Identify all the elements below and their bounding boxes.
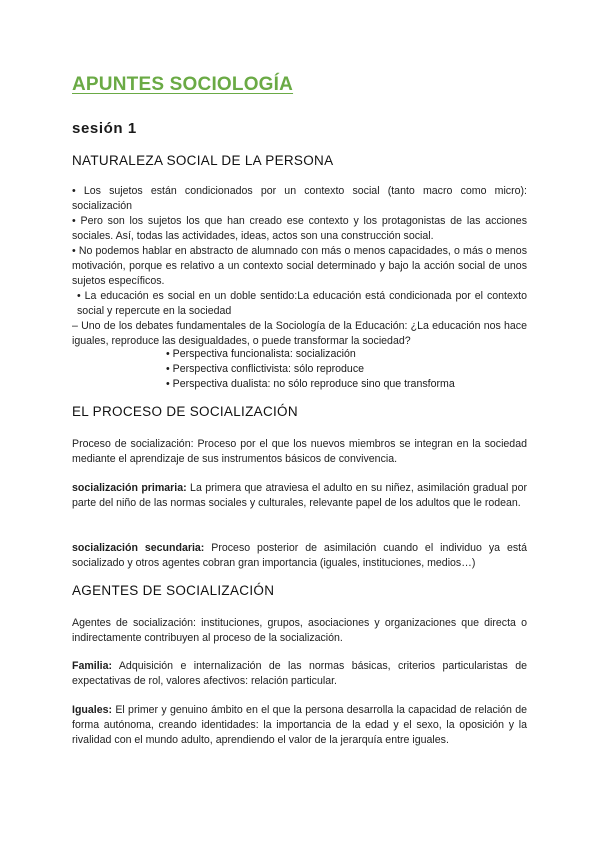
term-primaria: socialización primaria: [72,482,187,494]
session-label: sesión 1 [72,120,137,137]
heading-agentes: AGENTES DE SOCIALIZACIÓN [72,583,275,598]
perspective-item: • Perspectiva dualista: no sólo reproduce sino que transforma [166,378,455,390]
heading-proceso: EL PROCESO DE SOCIALIZACIÓN [72,404,298,419]
perspective-item: • Perspectiva funcionalista: socialización [166,348,356,360]
text-iguales: El primer y genuino ámbito en el que la persona desarrolla la capacidad de relación de forma autónoma, creando identidades: la importancia de la edad y el sexo, la oposición y la rivalidad con el mundo adulto, aprendiendo el valor de la jerarquía entre iguales. [72,704,527,747]
paragraph-agentes-intro: Agentes de socialización: instituciones, grupos, asociaciones y organizaciones que directa o indirectamente contribuyen al proceso de la socialización. [72,617,527,645]
document-title: APUNTES SOCIOLOGÍA [72,74,294,95]
text-primaria: La primera que atraviesa el adulto en su niñez, asimilación gradual por parte del niño de las normas sociales y culturales, relevante papel de los adultos que le rodean. [72,482,527,510]
term-iguales: Iguales: [72,704,113,716]
bullet-item: • Pero son los sujetos los que han creado ese contexto y los protagonistas de las acciones sociales. Así, todas las actividades, ideas, actos son una construcción social. [72,215,527,243]
paragraph-primaria [72,481,527,511]
bullet-item: – Uno de los debates fundamentales de la Sociología de la Educación: ¿La educación nos hace iguales, reproduce las desigualdades, o puede transformar la sociedad? [72,320,527,348]
text-secundaria: Proceso posterior de asimilación cuando el individuo ya está socializado y otros agentes cobran gran importancia (iguales, instituciones, medios…) [72,542,527,570]
paragraph-familia [72,659,527,689]
paragraph-secundaria [72,541,527,571]
term-secundaria: socialización secundaria: [72,542,205,554]
text-familia: Adquisición e internalización de las normas básicas, criterios particularistas de expectativas de rol, valores afectivos: relación particular. [72,660,527,688]
bullet-item: • No podemos hablar en abstracto de alumnado con más o menos capacidades, o más o menos motivación, porque es relativo a un contexto social determinado y bajo la acción social de unos sujetos específicos. [72,245,527,288]
heading-naturaleza: NATURALEZA SOCIAL DE LA PERSONA [72,153,334,168]
bullet-item: • Los sujetos están condicionados por un contexto social (tanto macro como micro): socialización [72,185,527,213]
bullet-item: • La educación es social en un doble sentido:La educación está condicionada por el contexto social y repercute en la sociedad [77,290,527,318]
perspective-item: • Perspectiva conflictivista: sólo reproduce [166,363,365,375]
term-familia: Familia: [72,660,113,672]
paragraph-proceso-intro: Proceso de socialización: Proceso por el que los nuevos miembros se integran en la sociedad mediante el aprendizaje de sus instrumentos básicos de convivencia. [72,438,527,466]
paragraph-iguales [72,703,527,749]
